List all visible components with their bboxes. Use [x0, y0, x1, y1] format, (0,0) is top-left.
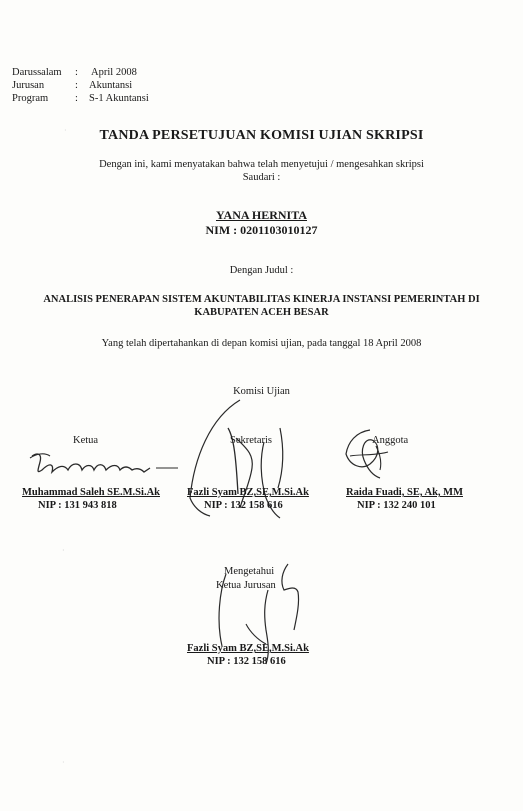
header-row-program — [12, 92, 149, 105]
header-value: April 2008 — [89, 67, 137, 78]
intro-text-line2: Saudari : — [242, 172, 281, 183]
header-separator: : — [75, 93, 78, 104]
thesis-title-line1: ANALISIS PENERAPAN SISTEM AKUNTABILITAS KINERJA INSTANSI PEMERINTAH DI — [43, 294, 480, 305]
anggota-nip: NIP : 132 240 101 — [357, 500, 436, 511]
student-name-text: YANA HERNITA — [215, 208, 308, 222]
approval-position: Ketua Jurusan — [216, 580, 276, 591]
sekretaris-name: Fazli Syam BZ,SE,M.Si.Ak — [187, 487, 309, 498]
anggota-role: Anggota — [372, 435, 409, 446]
header-row-jurusan — [12, 79, 149, 92]
header-row-place-date — [12, 66, 149, 79]
sekretaris-role: Sekretaris — [230, 435, 272, 446]
header-separator: : — [75, 80, 78, 91]
ketua-nip: NIP : 131 943 818 — [38, 500, 117, 511]
approval-label: Mengetahui — [224, 566, 275, 577]
header-label: Program — [12, 93, 49, 104]
approval-name: Fazli Syam BZ,SE,M.Si.Ak — [187, 643, 309, 654]
thesis-title-line2: KABUPATEN ACEH BESAR — [194, 307, 329, 318]
header-value: S-1 Akuntansi — [89, 93, 149, 104]
header-label: Jurusan — [12, 80, 45, 91]
student-name — [0, 208, 523, 223]
scan-speck: · — [64, 126, 67, 135]
student-nim: NIM : 0201103010127 — [205, 223, 318, 237]
ketua-signature — [28, 448, 188, 488]
defense-statement: Yang telah dipertahankan di depan komisi ujian, pada tanggal 18 April 2008 — [101, 338, 422, 349]
document-title: TANDA PERSETUJUAN KOMISI UJIAN SKRIPSI — [99, 128, 424, 143]
ketua-role: Ketua — [73, 435, 99, 446]
header-separator: : — [75, 67, 78, 78]
intro-text-line1: Dengan ini, kami menyatakan bahwa telah menyetujui / mengesahkan skripsi — [99, 159, 424, 170]
committee-label: Komisi Ujian — [233, 386, 290, 397]
approval-nip: NIP : 132 158 616 — [207, 656, 286, 667]
sekretaris-nip: NIP : 132 158 616 — [204, 500, 283, 511]
header-value: Akuntansi — [89, 80, 133, 91]
scan-speck: · — [62, 546, 65, 555]
header-label: Darussalam — [12, 67, 62, 78]
anggota-name: Raida Fuadi, SE, Ak, MM — [346, 487, 463, 498]
judul-label: Dengan Judul : — [229, 265, 294, 276]
ketua-name: Muhammad Saleh SE.M.Si.Ak — [22, 487, 160, 498]
document-header — [12, 66, 149, 105]
scan-speck: · — [62, 758, 65, 767]
